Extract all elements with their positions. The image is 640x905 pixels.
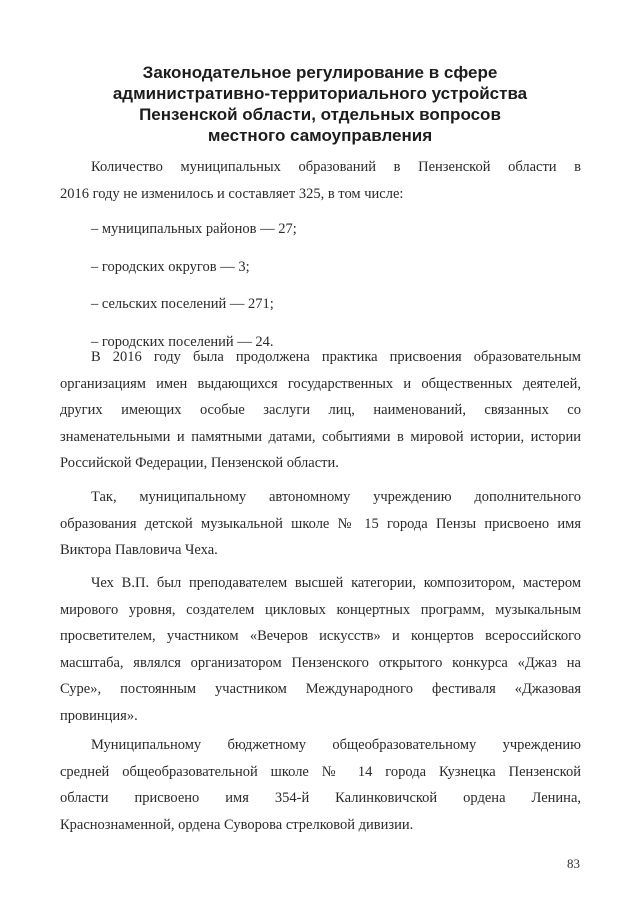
text-line: просветителем, участником «Вечеров искусств» и концертов всероссийского [60, 628, 581, 644]
section-title [80, 62, 560, 146]
text-line: Краснознаменной, ордена Суворова стрелковой дивизии. [60, 816, 414, 833]
list-item: – сельских поселений — 271; [91, 296, 274, 312]
paragraph-chekh-bio [60, 570, 581, 729]
text-line: мирового уровня, создателем цикловых концертных программ, музыкальным [60, 601, 581, 618]
text-line: образования детской музыкальной школе № 15 города Пензы присвоено имя [60, 515, 581, 532]
title-line: административно-территориального устройства [112, 84, 528, 103]
text-line: 2016 году не изменилось и составляет 325, в том числе: [60, 185, 404, 202]
text-line: провинция». [60, 707, 138, 724]
paragraph-municipal-count [60, 154, 581, 207]
text-line: Муниципальному бюджетному общеобразовательному учреждению [91, 737, 581, 753]
text-line: В 2016 году была продолжена практика присвоения образовательным [91, 349, 581, 365]
text-line: средней общеобразовательной школе № 14 города Кузнецка Пензенской [60, 763, 581, 780]
text-line: Суре», постоянным участником Международного фестиваля «Джазовая [60, 681, 581, 697]
list-item: – городских округов — 3; [91, 258, 250, 275]
paragraph-music-school [60, 484, 581, 564]
text-line: области присвоено имя 354-й Калинковичской ордена Ленина, [60, 790, 581, 806]
paragraph-school-14 [60, 732, 581, 838]
municipal-list [60, 216, 581, 355]
text-line: Количество муниципальных образований в Пензенской области в [91, 159, 581, 175]
text-line: других имеющих особые заслуги лиц, наименований, связанных со [60, 402, 581, 418]
title-line: Законодательное регулирование в сфере [142, 63, 498, 82]
text-line: масштаба, являлся организатором Пензенского открытого конкурса «Джаз на [60, 654, 581, 671]
list-item: – муниципальных районов — 27; [91, 221, 297, 237]
text-line: Виктора Павловича Чеха. [60, 542, 218, 558]
text-line: Российской Федерации, Пензенской области. [60, 455, 339, 471]
paragraph-naming-practice [60, 344, 581, 477]
page-number: 83 [567, 856, 580, 871]
list-item: – городских поселений — 24. [91, 333, 274, 350]
title-line: Пензенской области, отдельных вопросов [139, 105, 501, 124]
text-line: организациям имен выдающихся государственных и общественных деятелей, [60, 375, 581, 392]
text-line: Так, муниципальному автономному учреждению дополнительного [91, 489, 581, 505]
text-line: Чех В.П. был преподавателем высшей категории, композитором, мастером [91, 575, 581, 591]
title-line: местного самоуправления [207, 126, 433, 145]
text-line: знаменательными и памятными датами, событиями в мировой истории, истории [60, 428, 581, 445]
